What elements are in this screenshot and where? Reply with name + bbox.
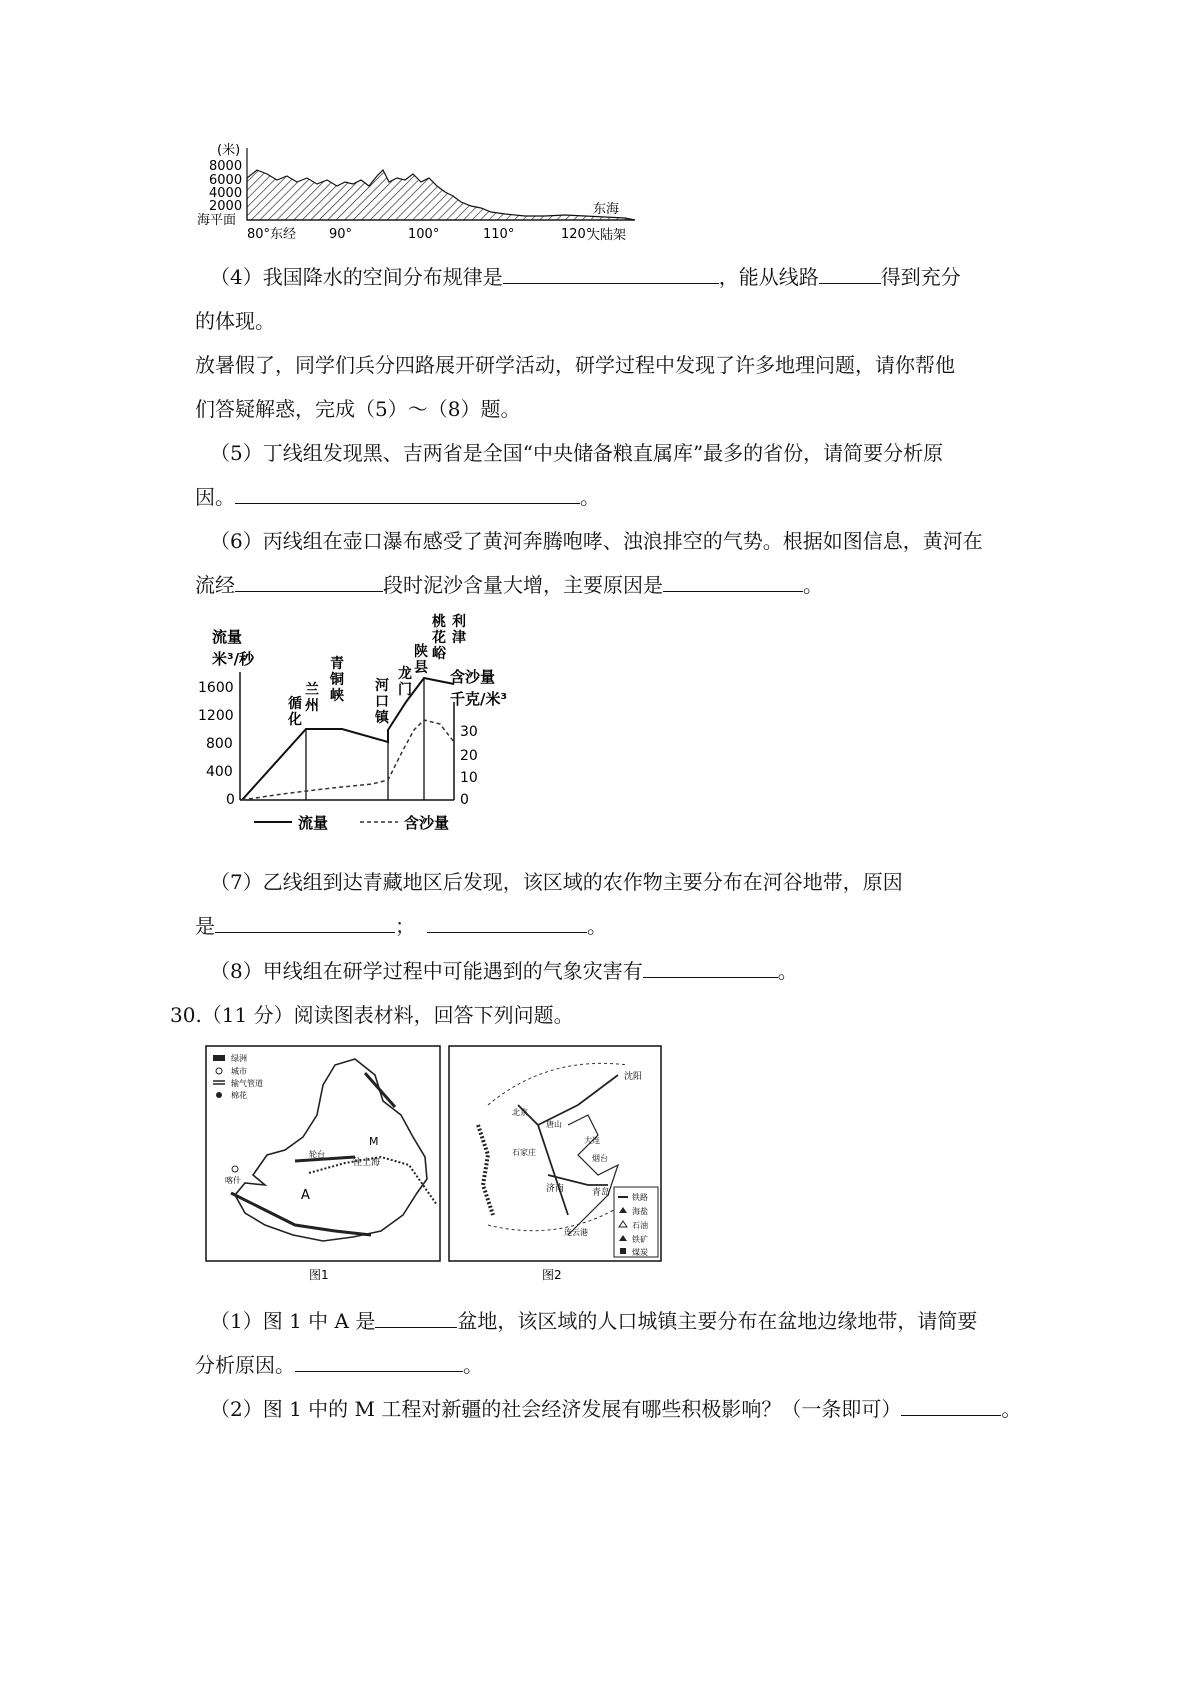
profile-y-tick: 海平面: [197, 213, 237, 228]
answer-blank[interactable]: [215, 912, 395, 933]
fig2-label-lianyungang: 连云港: [564, 1228, 588, 1237]
answer-blank[interactable]: [643, 957, 778, 978]
fig1-label-M: M: [369, 1135, 379, 1148]
question-5-line-1: （5）丁线组发现黑、吉两省是全国“中央储备粮直属库”最多的省份，请简要分析原: [210, 441, 944, 465]
fig2-legend-iron: 铁矿: [632, 1235, 648, 1244]
chart-left-ylabel-top: 流量: [212, 628, 243, 646]
flow-line: [242, 678, 454, 800]
profile-x-tick: 100°: [408, 227, 440, 242]
station-label-taohuayu: 桃花峪: [432, 614, 446, 662]
fig2-label-shenyang: 沈阳: [624, 1072, 643, 1082]
fig1-legend-city: 城市: [231, 1067, 247, 1076]
chart-left-tick: 1600: [198, 680, 234, 696]
profile-y-tick: 2000: [209, 199, 243, 214]
answer-blank[interactable]: [901, 1395, 1001, 1416]
chart-right-tick: 20: [460, 748, 478, 764]
figure-1-map: [205, 1045, 441, 1285]
terrain-profile-figure: [195, 140, 655, 245]
fig1-legend-oasis: 绿洲: [231, 1054, 247, 1063]
profile-label-shelf: 大陆架: [587, 228, 627, 243]
chart-left-tick: 800: [206, 736, 233, 752]
yellow-river-chart: [192, 612, 508, 842]
station-label-lanzhou: 兰州: [305, 682, 319, 714]
legend-flow-label: 流量: [298, 814, 329, 832]
profile-y-tick: 8000: [209, 159, 243, 174]
question-6-line-1: （6）丙线组在壶口瀑布感受了黄河奔腾咆哮、浊浪排空的气势。根据如图信息，黄河在: [210, 529, 983, 553]
question-30-header: 30.（11 分）阅读图表材料，回答下列问题。: [170, 1003, 574, 1027]
profile-x-tick: 120°: [561, 227, 593, 242]
answer-blank[interactable]: [819, 263, 881, 284]
fig1-label-city: 轮台: [309, 1150, 325, 1159]
chart-left-ylabel-bottom: 米³/秒: [212, 650, 255, 668]
fig1-caption: 图1: [309, 1268, 329, 1282]
answer-blank[interactable]: [295, 1351, 463, 1372]
fig2-legend-salt: 海盐: [632, 1207, 648, 1216]
chart-right-tick: 0: [460, 792, 469, 808]
fig2-label-jinan: 济南: [546, 1184, 565, 1194]
fig2-caption: 图2: [542, 1268, 562, 1282]
intro-line-2: 们答疑解惑，完成（5）～（8）题。: [195, 397, 521, 421]
profile-x-tick: 90°: [329, 227, 353, 242]
fig2-label-tangshan: 唐山: [546, 1120, 562, 1129]
intro-line-1: 放暑假了，同学们兵分四路展开研学活动，研学过程中发现了许多地理问题，请你帮他: [195, 353, 955, 377]
fig2-label-qingdao: 青岛: [592, 1188, 611, 1198]
question-5-line-2: 因。 。: [195, 485, 600, 509]
sediment-line: [242, 720, 454, 800]
fig2-legend-railway: 铁路: [632, 1193, 648, 1202]
answer-blank[interactable]: [235, 483, 580, 504]
fig1-label-to-shanghai: 往上海: [353, 1158, 381, 1168]
profile-x-tick: 80°东经: [247, 227, 297, 242]
fig1-label-kashi: 喀什: [225, 1176, 241, 1185]
fig1-label-A: A: [301, 1188, 310, 1203]
chart-right-tick: 10: [460, 770, 478, 786]
profile-y-unit: (米): [217, 143, 241, 158]
profile-y-tick: 4000: [209, 186, 243, 201]
chart-right-tick: 30: [460, 724, 478, 740]
question-8-line: （8）甲线组在研学过程中可能遇到的气象灾害有 。: [210, 959, 798, 983]
question-6-line-2: 流经 段时泥沙含量大增，主要原因是 。: [195, 573, 823, 597]
chart-right-ylabel-top: 含沙量: [450, 668, 496, 686]
station-label-hekouzhen: 河口镇: [375, 678, 389, 726]
question-4-line-2: 的体现。: [195, 309, 275, 333]
chart-left-tick: 0: [226, 792, 235, 808]
fig2-label-beijing: 北京: [512, 1108, 528, 1117]
fig1-legend-cotton: 棉花: [231, 1091, 247, 1100]
answer-blank[interactable]: [503, 263, 719, 284]
question-30-1-line-1: （1）图 1 中 A 是 盆地，该区域的人口城镇主要分布在盆地边缘地带，请简要: [210, 1309, 978, 1333]
fig2-legend-coal: 煤炭: [632, 1248, 648, 1257]
answer-blank[interactable]: [235, 571, 383, 592]
profile-label-east-sea: 东海: [593, 202, 620, 217]
question-7-line-1: （7）乙线组到达青藏地区后发现，该区域的农作物主要分布在河谷地带，原因: [210, 870, 903, 894]
question-30-2-line: （2）图 1 中的 M 工程对新疆的社会经济发展有哪些积极影响？（一条即可） 。: [210, 1397, 1022, 1421]
answer-blank[interactable]: [375, 1307, 457, 1328]
question-7-line-2: 是 ； 。: [195, 914, 607, 938]
figure-2-map: [448, 1045, 662, 1285]
fig2-label-yantai: 烟台: [592, 1154, 608, 1163]
profile-y-tick: 6000: [209, 173, 243, 188]
fig2-legend-oil: 石油: [632, 1221, 648, 1230]
station-label-longmen: 龙门: [398, 666, 412, 698]
terrain-profile-area: [247, 170, 635, 220]
question-30-1-line-2: 分析原因。 。: [195, 1353, 483, 1377]
fig1-legend-pipeline: 输气管道: [231, 1079, 263, 1088]
station-label-xunhua: 循化: [288, 696, 302, 728]
chart-left-tick: 400: [206, 764, 233, 780]
station-label-qingtongxia: 青铜峡: [330, 656, 344, 704]
fig2-label-dalian: 大连: [584, 1136, 600, 1145]
answer-blank[interactable]: [663, 571, 803, 592]
answer-blank[interactable]: [427, 912, 587, 933]
fig2-label-shijiazhuang: 石家庄: [512, 1148, 536, 1157]
chart-left-tick: 1200: [198, 708, 234, 724]
question-4-line-1: （4）我国降水的空间分布规律是 ，能从线路 得到充分: [210, 265, 961, 289]
profile-x-tick: 110°: [483, 227, 515, 242]
station-label-shanxian: 陕县: [414, 644, 428, 676]
station-label-lijin: 利津: [452, 614, 466, 646]
legend-sediment-label: 含沙量: [404, 814, 450, 832]
chart-right-ylabel-bottom: 千克/米³: [450, 690, 508, 708]
